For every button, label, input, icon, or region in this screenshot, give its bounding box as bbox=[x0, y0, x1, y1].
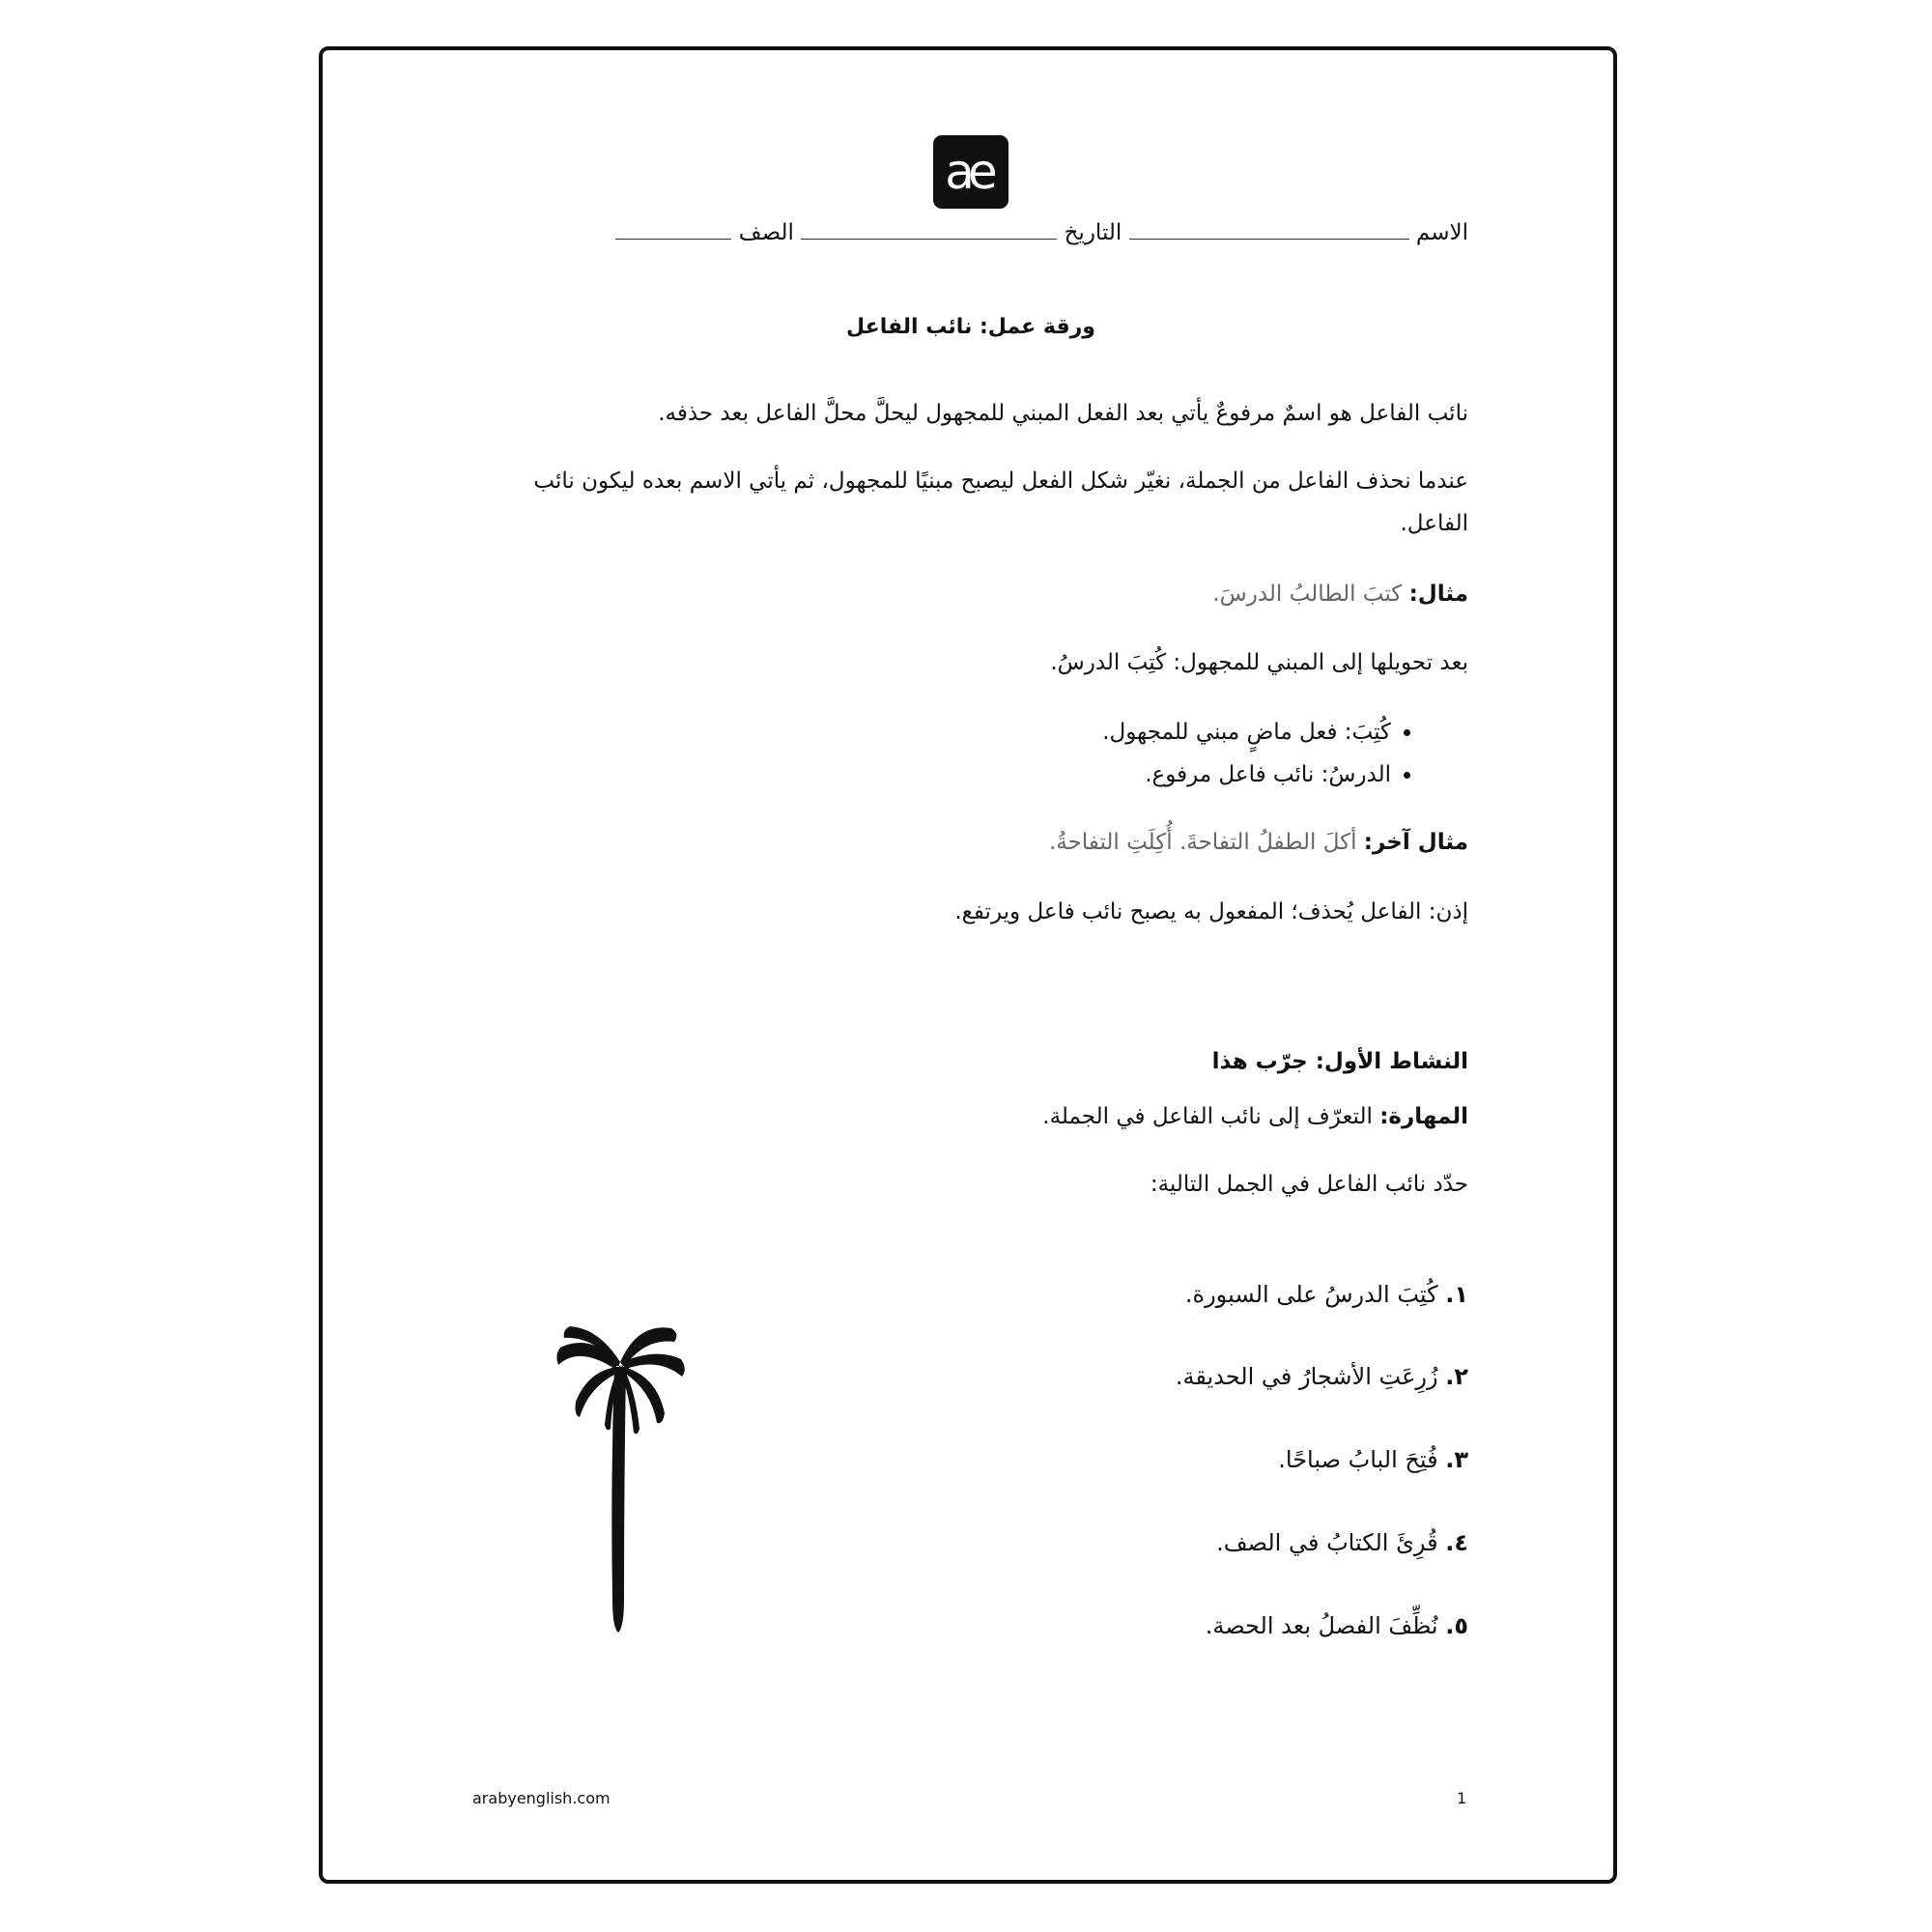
activity-heading: النشاط الأول: جرّب هذا bbox=[1211, 1049, 1468, 1074]
another-example-text: أكلَ الطفلُ التفاحةَ. أُكِلَتِ التفاحةُ. bbox=[1048, 830, 1357, 855]
name-blank bbox=[1129, 237, 1409, 240]
example-text: كتبَ الطالبُ الدرسَ. bbox=[1212, 582, 1403, 607]
student-info-line bbox=[473, 220, 1468, 245]
date-label: التاريخ bbox=[1064, 220, 1122, 245]
name-label: الاسم bbox=[1415, 220, 1468, 245]
intro-paragraph-1: نائب الفاعل هو اسمٌ مرفوعٌ يأتي بعد الفعل المبني للمجهول ليحلَّ محلَّ الفاعل بعد حذفه. bbox=[658, 401, 1468, 426]
exercise-item bbox=[580, 1446, 1468, 1473]
exercise-sentence: كُتِبَ الدرسُ على السبورة. bbox=[1184, 1281, 1438, 1308]
exercise-item bbox=[580, 1612, 1468, 1639]
skill-label: المهارة: bbox=[1379, 1104, 1468, 1129]
exercise-sentence: فُتِحَ البابُ صباحًا. bbox=[1278, 1446, 1438, 1473]
date-blank bbox=[801, 237, 1057, 240]
instruction-line: حدّد نائب الفاعل في الجمل التالية: bbox=[1150, 1172, 1468, 1197]
worksheet-title: ورقة عمل: نائب الفاعل bbox=[846, 315, 1095, 339]
intro-paragraph-2: عندما نحذف الفاعل من الجملة، نغيّر شكل الفعل ليصبح مبنيًا للمجهول، ثم يأتي الاسم بعده ليكون نائب الفاعل. bbox=[533, 469, 1468, 536]
exercise-sentence: نُظِّفَ الفصلُ بعد الحصة. bbox=[1205, 1612, 1438, 1639]
brand-logo bbox=[933, 135, 1009, 209]
conclusion-line: إذن: الفاعل يُحذف؛ المفعول به يصبح نائب فاعل ويرتفع. bbox=[954, 899, 1468, 924]
analysis-item-verb: • كُتِبَ: فعل ماضٍ مبني للمجهول. bbox=[773, 711, 1391, 753]
skill-text: التعرّف إلى نائب الفاعل في الجملة. bbox=[1042, 1104, 1373, 1129]
exercise-number: ٢. bbox=[1445, 1363, 1468, 1390]
exercise-item bbox=[580, 1529, 1468, 1556]
another-example-line bbox=[512, 821, 1468, 864]
exercise-sentence: قُرِئَ الكتابُ في الصف. bbox=[1216, 1529, 1438, 1556]
example-line bbox=[512, 573, 1468, 615]
exercise-sentence: زُرِعَتِ الأشجارُ في الحديقة. bbox=[1175, 1363, 1438, 1390]
analysis-item-subject: • الدرسُ: نائب فاعل مرفوع. bbox=[773, 753, 1391, 796]
footer-website: arabyenglish.com bbox=[472, 1789, 611, 1807]
palm-tree-icon bbox=[551, 1309, 696, 1647]
footer-page-number: 1 bbox=[1457, 1789, 1467, 1807]
skill-line bbox=[512, 1095, 1468, 1138]
example-label: مثال: bbox=[1408, 582, 1468, 607]
logo-text: ae bbox=[945, 144, 991, 200]
exercise-number: ٥. bbox=[1445, 1612, 1468, 1639]
exercise-number: ٣. bbox=[1445, 1446, 1468, 1473]
exercise-number: ٤. bbox=[1445, 1529, 1468, 1556]
exercise-item bbox=[580, 1363, 1468, 1390]
exercise-item bbox=[580, 1281, 1468, 1308]
exercise-number: ١. bbox=[1445, 1281, 1468, 1308]
analysis-list bbox=[773, 711, 1430, 796]
conversion-line: بعد تحويلها إلى المبني للمجهول: كُتِبَ الدرسُ. bbox=[1050, 650, 1468, 675]
class-label: الصف bbox=[738, 220, 794, 245]
class-blank bbox=[615, 237, 731, 240]
another-example-label: مثال آخر: bbox=[1363, 830, 1468, 855]
